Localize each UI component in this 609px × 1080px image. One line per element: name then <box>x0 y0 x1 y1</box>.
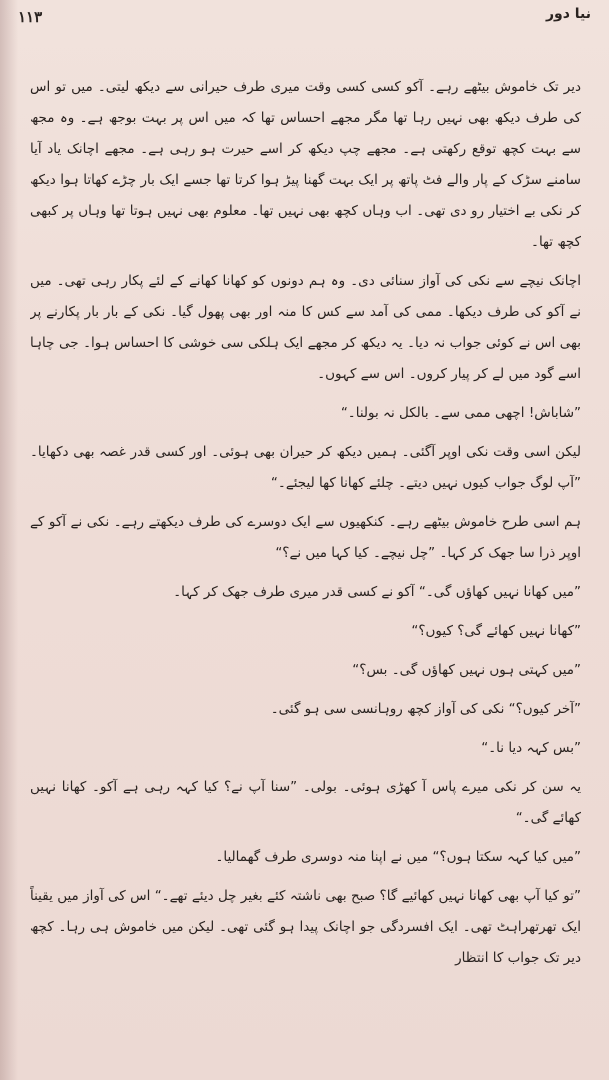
paragraph: یہ سن کر نکی میرے پاس آ کھڑی ہوئی۔ بولی۔ ”سنا آپ نے؟ کیا کہہ رہی ہے آکو۔ کھانا نہیں کھائے گی۔“ <box>30 779 581 826</box>
paragraph: لیکن اسی وقت نکی اوپر آگئی۔ ہمیں دیکھ کر حیران بھی ہوئی۔ اور کسی قدر غصہ بھی دکھایا۔ ”آپ لوگ جواب کیوں نہیں دیتے۔ چلئے کھانا کھا لیجئے۔“ <box>30 444 581 491</box>
page-body <box>30 72 581 1060</box>
paragraph: اچانک نیچے سے نکی کی آواز سنائی دی۔ وہ ہم دونوں کو کھانا کھانے کے لئے پکار رہی تھی۔ میں نے آکو کی طرف دیکھا۔ ممی کی آمد سے کس کا منہ اور بھی پھول گیا۔ نکی کے بار بار پکارنے پر بھی اس نے کوئی جواب نہ دیا۔ یہ دیکھ کر مجھے ایک ہلکی سی خوشی کا احساس ہوا۔ جی چاہا اسے گود میں لے کر پیار کروں۔ اس سے کہوں۔ <box>30 273 581 382</box>
paragraph: ”بس کہہ دیا نا۔“ <box>481 740 581 756</box>
paragraph: ”تو کیا آپ بھی کھانا نہیں کھائیے گا؟ صبح بھی ناشتہ کئے بغیر چل دیئے تھے۔“ اس کی آواز میں یقیناً ایک تھرتھراہٹ تھی۔ ایک افسردگی جو اچانک پیدا ہو گئی تھی۔ لیکن میں خاموش ہی رہا۔ کچھ دیر تک جواب کا انتظار <box>30 888 581 966</box>
running-head: نیا دور <box>545 6 591 22</box>
paragraph: ”میں کہتی ہوں نہیں کھاؤں گی۔ بس؟“ <box>352 662 581 678</box>
paragraph: ”آخر کیوں؟“ نکی کی آواز کچھ روہانسی سی ہو گئی۔ <box>270 701 581 717</box>
paragraph: ہم اسی طرح خاموش بیٹھے رہے۔ کنکھیوں سے ایک دوسرے کی طرف دیکھتے رہے۔ نکی نے آکو کے اوپر ذرا سا جھک کر کہا۔ ”چل نیچے۔ کیا کہا میں نے؟“ <box>30 514 581 561</box>
paragraph: ”میں کھانا نہیں کھاؤں گی۔“ آکو نے کسی قدر میری طرف جھک کر کہا۔ <box>173 584 581 600</box>
paragraph: ”میں کیا کہہ سکتا ہوں؟“ میں نے اپنا منہ دوسری طرف گھمالیا۔ <box>215 849 581 865</box>
paragraph: ”کھانا نہیں کھائے گی؟ کیوں؟“ <box>411 623 581 639</box>
paragraph: ”شاباش! اچھی ممی سے۔ بالکل نہ بولنا۔“ <box>340 405 581 421</box>
page-header <box>12 6 597 32</box>
page-number: ۱۱۳ <box>18 8 43 26</box>
spine-shadow <box>0 0 18 1080</box>
paragraph: دیر تک خاموش بیٹھے رہے۔ آکو کسی کسی وقت میری طرف حیرانی سے دیکھ لیتی۔ میں تو اس کی طرف دیکھ بھی نہیں رہا تھا مگر مجھے احساس تھا کہ میں اس پر بہت بوجھ ہے۔ وہ مجھ سے بہت کچھ توقع رکھتی ہے۔ مجھے چپ دیکھ کر اسے حیرت ہو رہی ہے۔ مجھے اچانک یاد آیا سامنے سڑک کے پار والے فٹ پاتھ پر ایک بہت گھنا پیڑ ہوا کرتا تھا جسے ایک بار چڑے کھاتا ہوا دیکھ کر نکی بے اختیار رو دی تھی۔ اب وہاں کچھ بھی نہیں تھا۔ معلوم بھی نہیں ہوتا تھا وہاں پر کبھی کچھ تھا۔ <box>30 79 581 250</box>
